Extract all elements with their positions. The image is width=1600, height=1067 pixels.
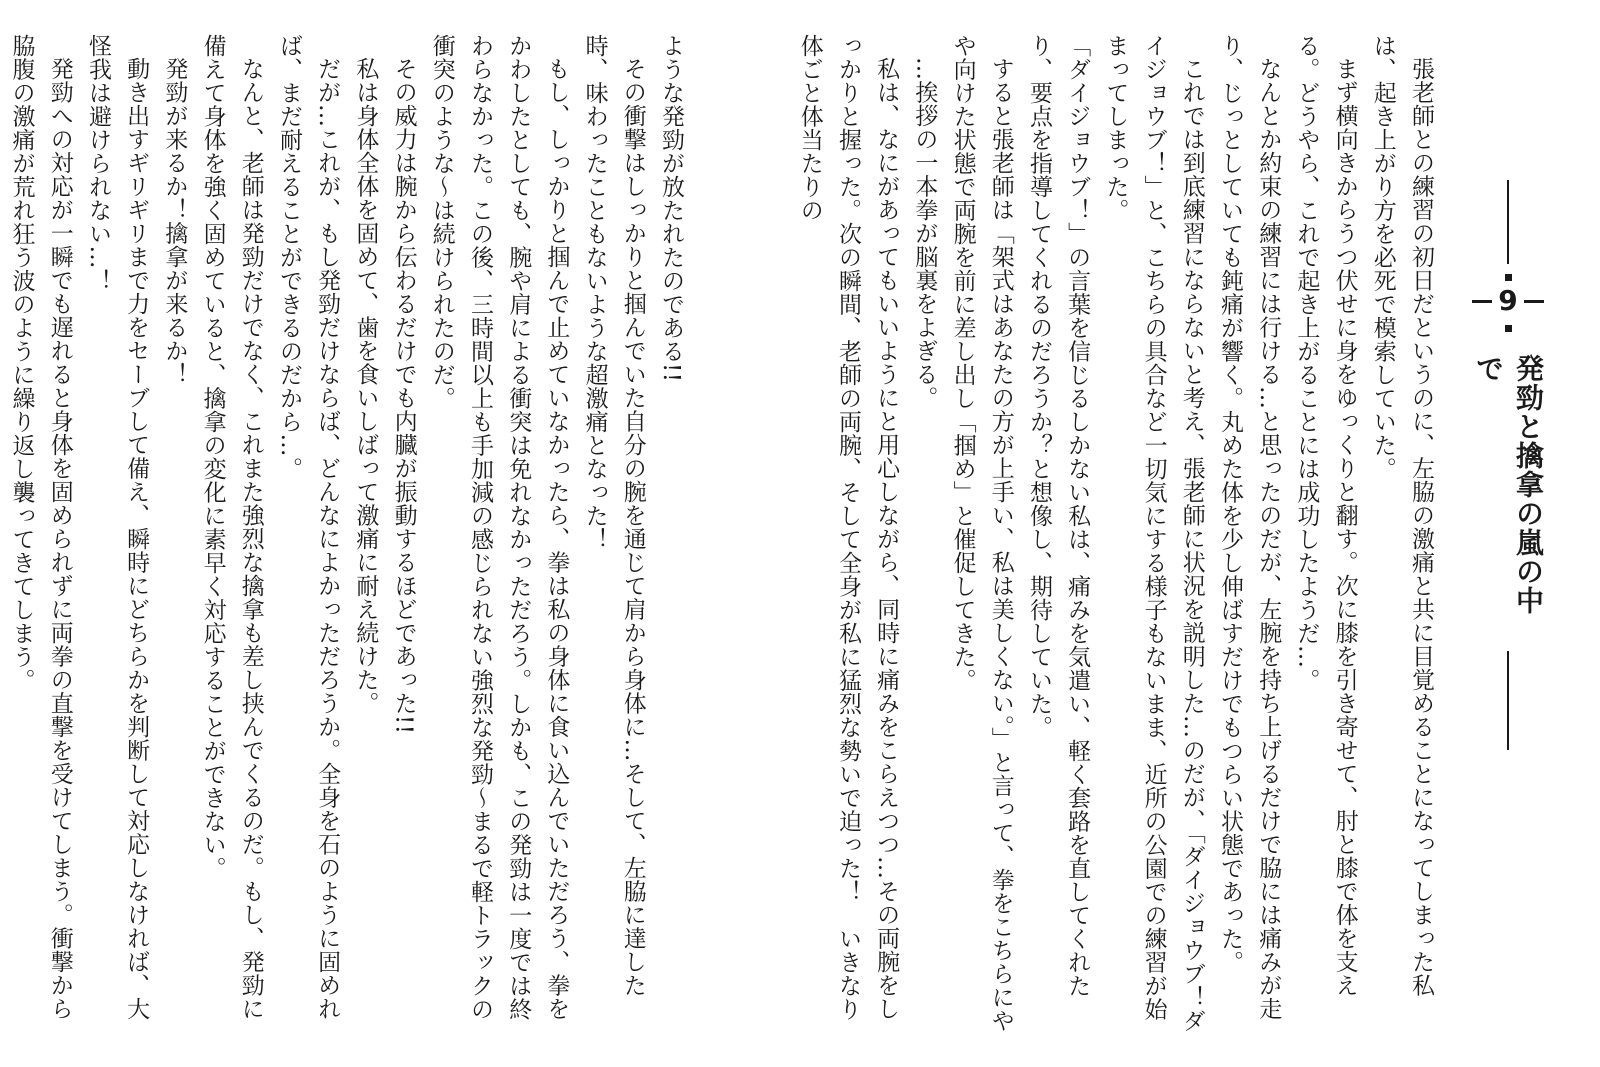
paragraph: 発勁が来るか！擒拿が来るか！ [161,57,188,386]
chapter-title: 発勁と擒拿の嵐の中で [1472,353,1545,615]
paragraph: 私は身体全体を固めて、歯を食いしばって激痛に耐え続けた。 [352,57,379,715]
right-page-body [796,34,1440,1034]
paragraph: 動き出すギリギリまで力をセーブして備え、瞬時にどちらかを判断して対応しなければ、大怪我は避けられない…！ [84,34,150,1021]
paragraph: もし、しっかりと掴んで止めていなかったら、拳は私の身体に食い込んでいただろう、拳をかわしたとしても、腕や肩による衝突は免れなかっただろう。しかも、この発勁は一度では終わらなかった。この後、三時間以上も手加減の感じられない強烈な発勁〜まるで軽トラックの衝突のような〜は続けられたのだ。 [428,34,570,1021]
paragraph: なんとか約束の練習には行ける…と思ったのだが、左腕を持ち上げるだけで脇には痛みが走り、じっとしていても鈍痛が響く。丸めた体を少し伸ばすだけでもつらい状態であった。 [1216,34,1282,1021]
paragraph: 私は、なにがあってもいいようにと用心しながら、同時に痛みをこらえつつ…その両腕をしっかりと握った。次の瞬間、老師の両腕、そして全身が私に猛烈な勢いで迫った！ いきなり体ごと体当たりの [796,34,900,1021]
chapter-number-row [1468,284,1548,318]
paragraph: ような発勁が放たれたのである!! [658,34,684,383]
chapter-number-rule-right [1524,300,1544,303]
paragraph: まず横向きからうつ伏せに身をゆっくりと翻す。次に膝を引き寄せて、肘と膝で体を支える。どうやら、これで起き上がることには成功したようだ…。 [1293,34,1358,997]
paragraph: その威力は腕から伝わるだけでも内臓が振動するほどであった!! [390,57,417,735]
left-page-body [10,34,690,1034]
paragraph: …挨拶の一本拳が脳裏をよぎる。 [911,57,938,410]
paragraph: なんと、老師は発勁だけでなく、これまた強烈な擒拿も差し挟んでくるのだ。もし、発勁に備えて身体を強く固めていると、擒拿の変化に素早く対応することができない。 [199,34,264,1021]
chapter-rule-bottom [1507,651,1509,750]
paragraph: これでは到底練習にならないと考え、張老師に状況を説明した…のだが、「ダイジョウブ！ダイジョウブ！」と、こちらの具合など一切気にする様子もないまま、近所の公園での練習が始まってしまった。 [1102,34,1205,1033]
chapter-rule-top [1507,180,1509,264]
chapter-dot-bottom [1505,325,1512,332]
paragraph: だが…これが、もし発勁だけならば、どんなによかっただろうか。全身を石のように固めれば、まだ耐えることができるのだから…。 [275,34,341,1021]
chapter-heading [1472,180,1545,750]
chapter-number: 9 [1498,284,1518,318]
chapter-dot-top [1505,274,1512,281]
paragraph: 張老師との練習の初日だというのに、左脇の激痛と共に目覚めることになってしまった私は、起き上がり方を必死で模索していた。 [1369,34,1434,997]
paragraph: すると張老師は「架式はあなたの方が上手い、私は美しくない。」と言って、拳をこちらにやや向けた状態で両腕を前に差し出し「掴め」と催促してきた。 [949,34,1014,1033]
paragraph: その衝撃はしっかりと掴んでいた自分の腕を通じて肩から身体に…そして、左脇に達した時、味わったこともないような超激痛となった！ [581,34,646,997]
paragraph: 「ダイジョウブ！」の言葉を信じるしかない私は、痛みを気遣い、軽く套路を直してくれたり、要点を指導してくれるのだろうか？と想像し、期待していた。 [1025,34,1091,998]
paragraph: 発勁への対応が一瞬でも遅れると身体を固められずに両拳の直撃を受けてしまう。衝撃から脇腹の激痛が荒れ狂う波のように繰り返し襲ってきてしまう。 [8,34,73,1021]
right-page [796,0,1600,1067]
chapter-number-rule-left [1472,300,1492,303]
